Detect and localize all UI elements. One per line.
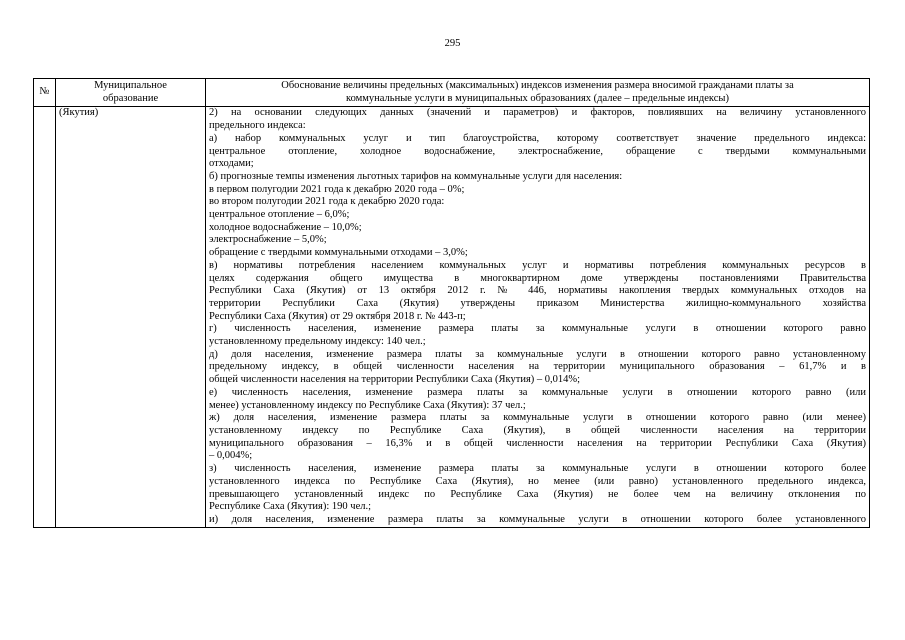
- justification-line: д) доля населения, изменение размера платы за коммунальные услуги в отношении которого равно установленному: [209, 348, 866, 360]
- justification-line: Республики Саха (Якутия) от 13 октября 2012 г. № 446, нормативы накопления твердых коммунальных отходов на: [209, 285, 866, 297]
- justification-line: б) прогнозные темпы изменения льготных тарифов на коммунальные услуги для населения:: [209, 170, 623, 182]
- header-justification-line2: коммунальные услуги в муниципальных образованиях (далее – предельные индексы): [346, 92, 729, 104]
- justification-line: территории Республики Саха (Якутия) утверждены приказом Министерства жилищно-коммунального хозяйства: [209, 297, 866, 309]
- page-number: 295: [444, 38, 461, 49]
- justification-line: центральное отопление, холодное водоснабжение, электроснабжение, обращение с твердыми коммунальными: [209, 145, 866, 157]
- table-header-row: [34, 79, 870, 107]
- header-municipality-line2: образование: [102, 92, 159, 104]
- justification-line: в первом полугодии 2021 года к декабрю 2020 года – 0%;: [209, 183, 465, 195]
- header-justification: [206, 79, 870, 107]
- justification-line: Республике Саха (Якутия): 190 чел.;: [209, 501, 372, 513]
- justification-line: установленного индекса по Республике Саха (Якутия), но менее (или равно) установленного предельного индекса,: [209, 475, 866, 487]
- header-number-label: №: [39, 86, 50, 98]
- justification-line: в) нормативы потребления населением коммунальных услуг и нормативы потребления коммунальных ресурсов в: [209, 259, 866, 271]
- justification-line: целях содержания общего имущества в многоквартирном доме утверждены постановлениями Правительства: [209, 272, 866, 284]
- justification-line: е) численность населения, изменение размера платы за коммунальные услуги в отношении которого равно (или: [209, 386, 866, 398]
- header-municipality: [56, 79, 206, 107]
- cell-justification: [206, 107, 870, 527]
- justification-line: установленному индексу по Республике Саха (Якутия), в общей численности населения на территории: [209, 424, 866, 436]
- justification-line: общей численности населения на территории Республики Саха (Якутия) – 0,014%;: [209, 374, 581, 386]
- justification-line: превышающего установленный индекс по Республике Саха (Якутия) не более чем на величину отклонения по: [209, 488, 866, 500]
- justification-line: установленному предельному индексу: 140 чел.;: [209, 336, 426, 348]
- justification-line: г) численность населения, изменение размера платы за коммунальные услуги в отношении которого равно: [209, 323, 866, 335]
- cell-municipality: [56, 107, 206, 527]
- justification-line: электроснабжение – 5,0%;: [209, 234, 327, 246]
- justification-line: обращение с твердыми коммунальными отходами – 3,0%;: [209, 247, 468, 259]
- justification-text: [209, 107, 866, 526]
- tariff-index-table: [33, 78, 870, 528]
- header-number: [34, 79, 56, 107]
- justification-line: холодное водоснабжение – 10,0%;: [209, 221, 362, 233]
- justification-line: отходами;: [209, 158, 254, 170]
- justification-line: предельному индексу, в общей численности населения на территории муниципального образования – 61,7% и в: [209, 361, 866, 373]
- justification-line: муниципального образования – 16,3% и в общей численности населения на территории Республики Саха (Якутия): [209, 437, 866, 449]
- justification-line: – 0,004%;: [209, 450, 253, 462]
- justification-line: и) доля населения, изменение размера платы за коммунальные услуги в отношении которого более установленного: [209, 513, 866, 525]
- justification-line: а) набор коммунальных услуг и тип благоустройства, которому соответствует значение предельного индекса:: [209, 132, 866, 144]
- municipality-name: (Якутия): [59, 107, 99, 119]
- cell-number: [34, 107, 56, 527]
- justification-line: Республики Саха (Якутия) от 29 октября 2018 г. № 443-п;: [209, 310, 466, 322]
- justification-line: з) численность населения, изменение размера платы за коммунальные услуги в отношении которого более: [209, 463, 866, 475]
- header-municipality-line1: Муниципальное: [94, 80, 167, 91]
- header-justification-line1: Обоснование величины предельных (максимальных) индексов изменения размера вносимой гражданами платы за: [281, 80, 794, 91]
- table-row: [34, 107, 870, 527]
- justification-line: 2) на основании следующих данных (значений и параметров) и факторов, повлиявших на величину установленного: [209, 107, 866, 119]
- justification-line: ж) доля населения, изменение размера платы за коммунальные услуги в отношении которого равно (или менее): [209, 412, 866, 424]
- justification-line: менее) установленному индексу по Республике Саха (Якутия): 37 чел.;: [209, 399, 526, 411]
- justification-line: предельного индекса:: [209, 120, 306, 132]
- justification-line: во втором полугодии 2021 года к декабрю 2020 года:: [209, 196, 445, 208]
- justification-line: центральное отопление – 6,0%;: [209, 209, 350, 221]
